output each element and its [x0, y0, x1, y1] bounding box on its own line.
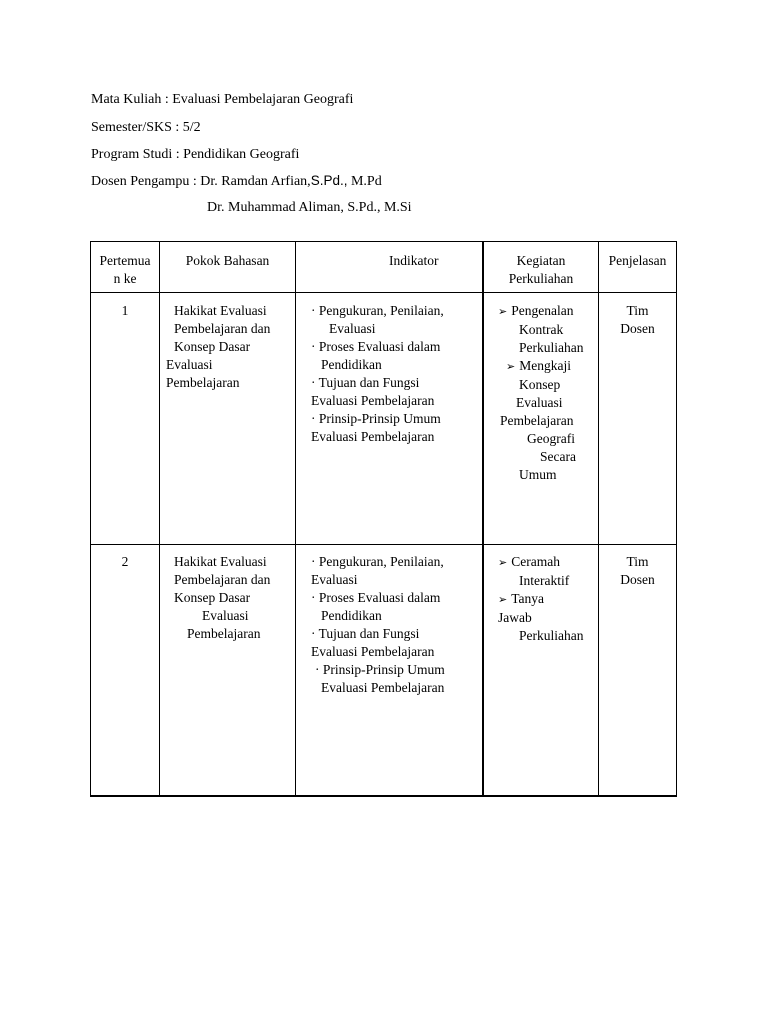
lecturer-prefix: Dosen Pengampu : Dr. Ramdan Arfian,	[91, 174, 311, 189]
header-penjelasan: Penjelasan	[608, 253, 667, 268]
arrow-bullet-icon: ➢	[498, 305, 508, 318]
header-kegiatan: Kegiatan Perkuliahan	[508, 253, 574, 286]
row2-penjelasan: Tim Dosen	[620, 554, 655, 587]
arrow-bullet-icon: ➢	[506, 360, 516, 373]
header-pokok-bahasan: Pokok Bahasan	[185, 253, 270, 268]
lecturer-degree: S.Pd.,	[310, 173, 348, 188]
row2-number: 2	[121, 554, 129, 569]
row1-pokok-bahasan: Hakikat Evaluasi Pembelajaran dan Konsep Dasar Evaluasi Pembelajaran	[166, 303, 271, 390]
lecturer-2: Dr. Muhammad Aliman, S.Pd., M.Si	[207, 200, 412, 215]
semester-credits: Semester/SKS : 5/2	[91, 120, 201, 135]
header-pertemuan: Pertemua n ke	[99, 253, 151, 286]
row2-indikator: · Pengukuran, Penilaian, Evaluasi · Proses Evaluasi dalam Pendidikan · Tujuan dan Fungsi Evaluasi Pembelajaran · Prinsip-Prinsip Umum Evaluasi Pembelajaran	[311, 554, 445, 695]
row2-kegiatan: ➢ Ceramah Interaktif ➢ Tanya Jawab Perkuliahan	[498, 554, 584, 643]
row1-kegiatan: ➢ Pengenalan Kontrak Perkuliahan ➢ Mengkaji Konsep Evaluasi Pembelajaran Geografi Secara Umum	[498, 303, 584, 482]
study-program: Program Studi : Pendidikan Geografi	[91, 147, 300, 162]
arrow-bullet-icon: ➢	[498, 593, 508, 606]
arrow-bullet-icon: ➢	[498, 556, 508, 569]
course-name: Mata Kuliah : Evaluasi Pembelajaran Geografi	[91, 92, 354, 107]
lecturer-line	[91, 173, 382, 190]
row2-pokok-bahasan: Hakikat Evaluasi Pembelajaran dan Konsep Dasar Evaluasi Pembelajaran	[174, 554, 271, 641]
row1-number: 1	[121, 303, 129, 318]
row1-penjelasan: Tim Dosen	[620, 303, 655, 336]
header-indikator: Indikator	[389, 253, 439, 268]
lecturer-suffix: M.Pd	[347, 174, 382, 189]
row1-indikator: · Pengukuran, Penilaian, Evaluasi · Proses Evaluasi dalam Pendidikan · Tujuan dan Fungsi Evaluasi Pembelajaran · Prinsip-Prinsip Umum Evaluasi Pembelajaran	[311, 303, 444, 444]
